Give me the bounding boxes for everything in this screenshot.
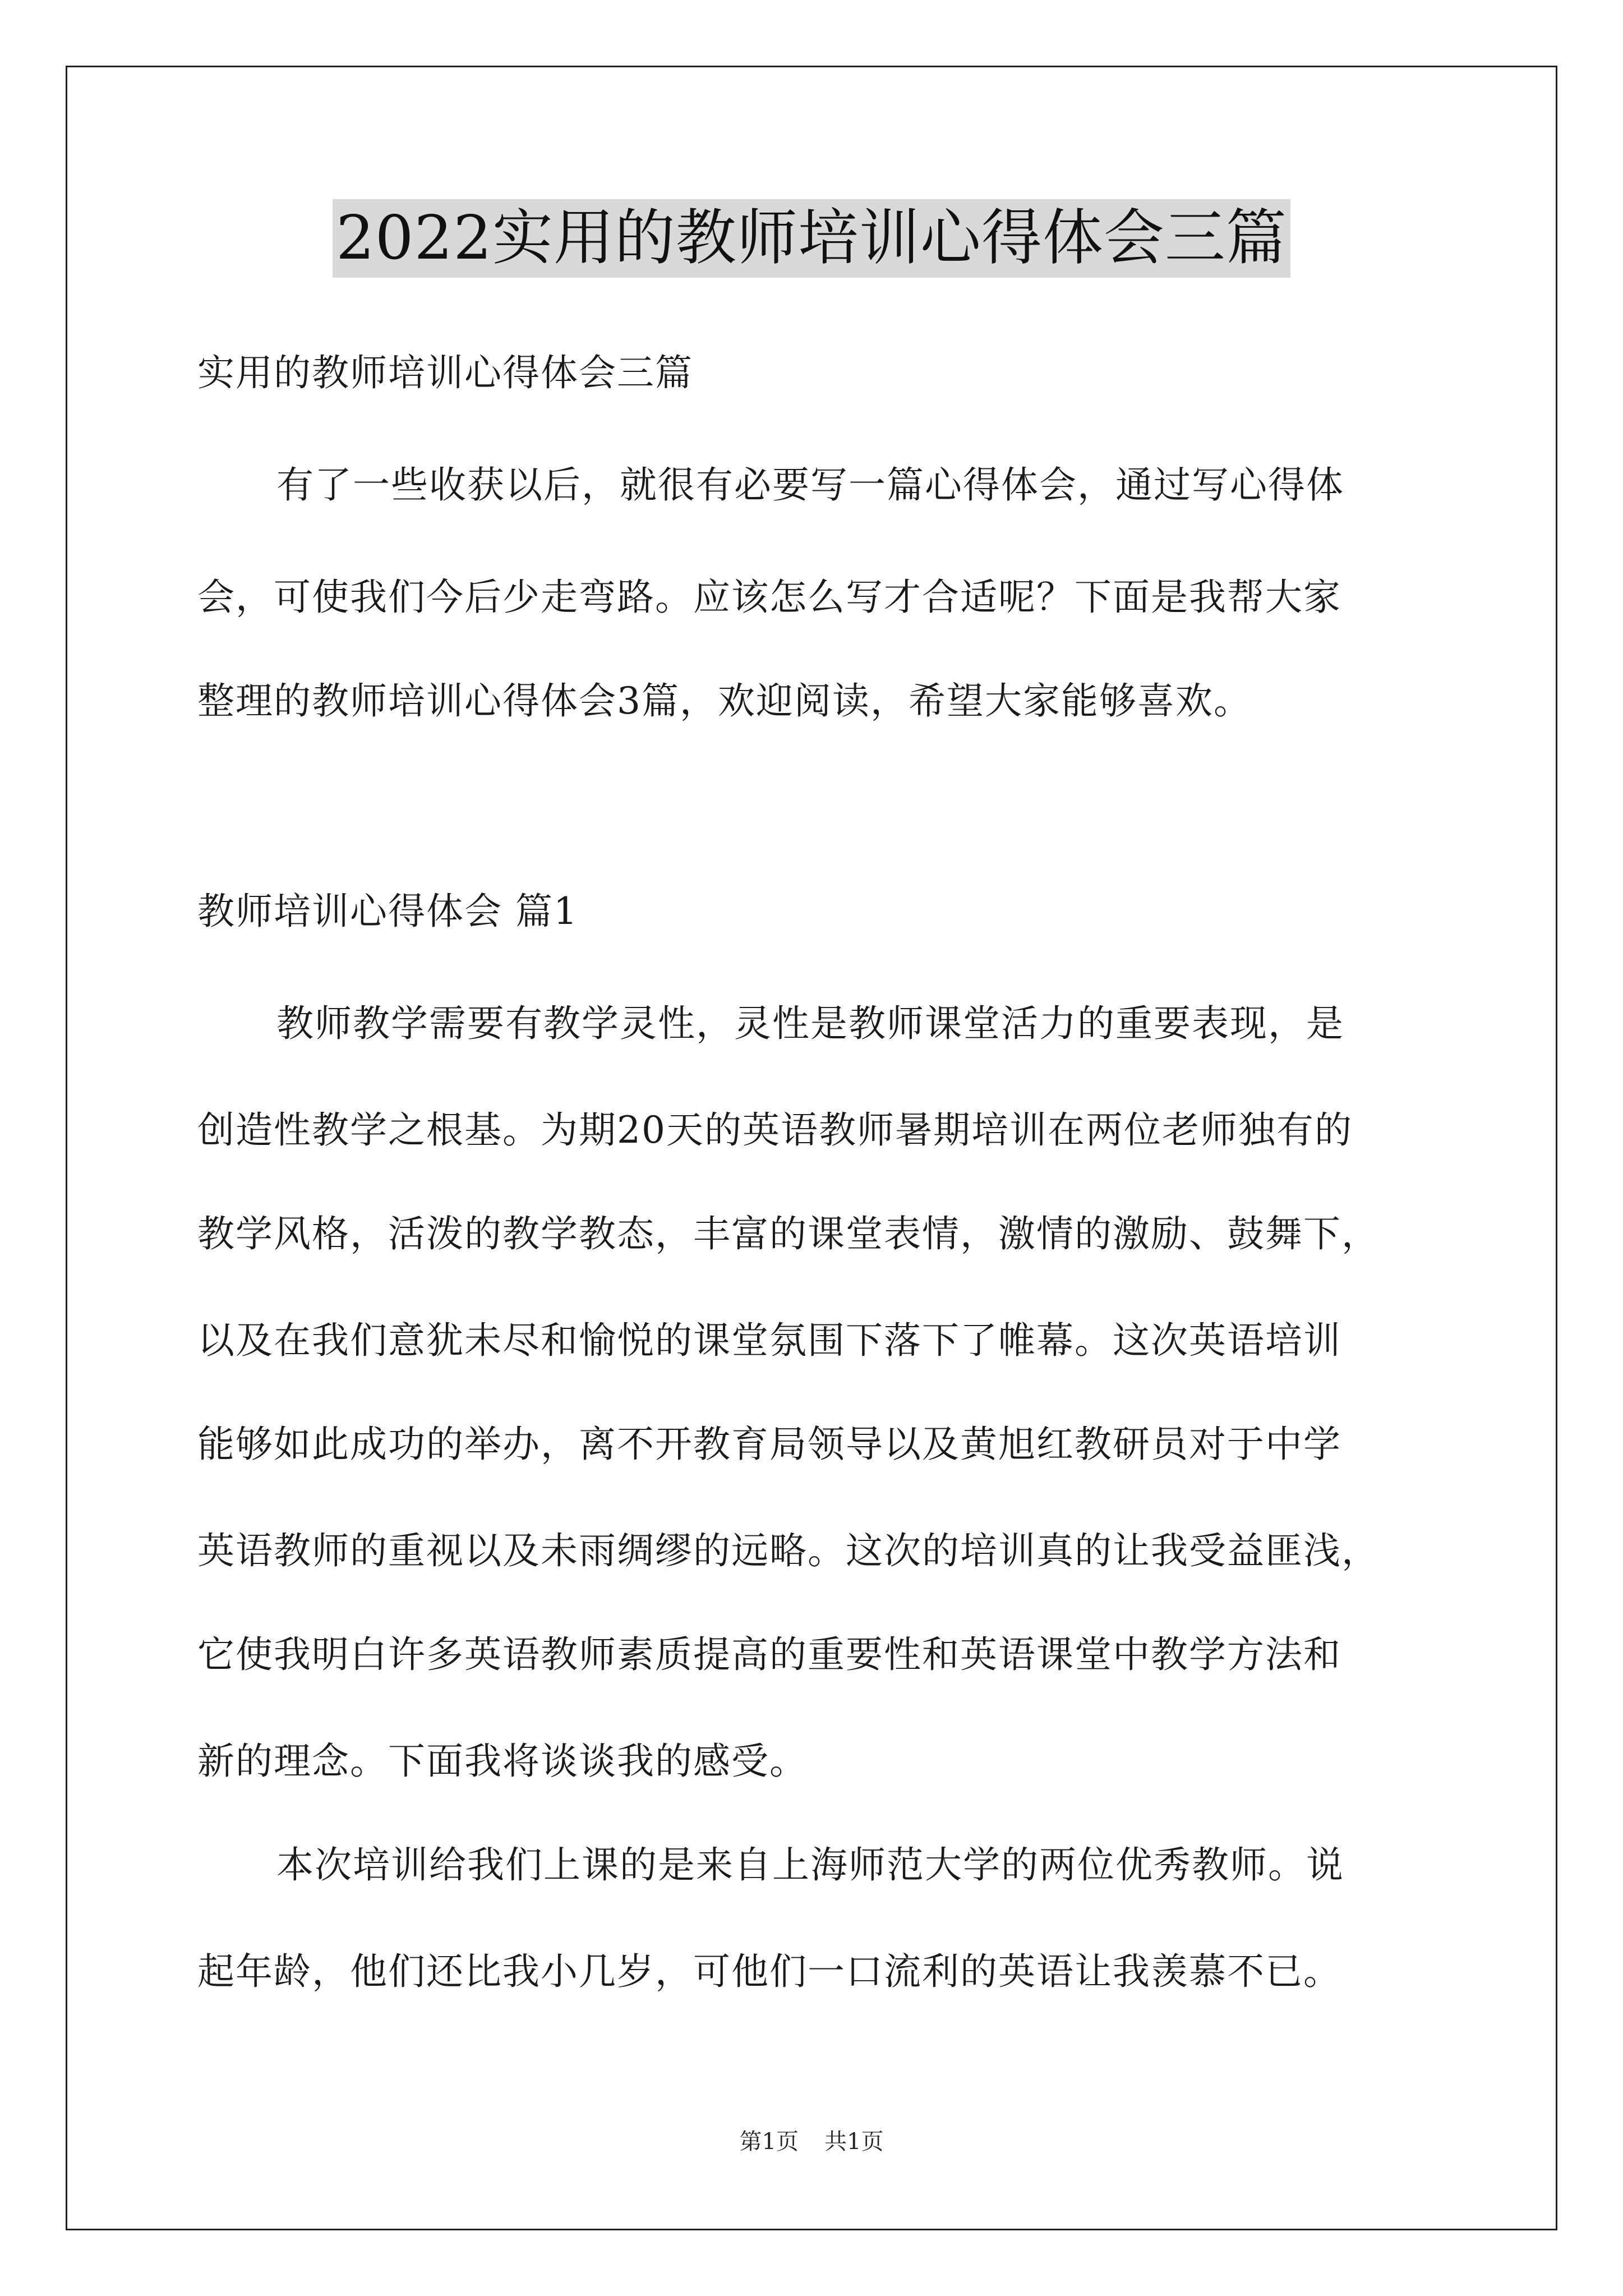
paragraph-line: 教学风格，活泼的教学教态，丰富的课堂表情，激情的激励、鼓舞下， xyxy=(197,1212,1380,1255)
title-container xyxy=(0,199,1623,278)
page-footer xyxy=(0,2126,1623,2157)
paragraph-line: 它使我明白许多英语教师素质提高的重要性和英语课堂中教学方法和 xyxy=(197,1633,1341,1676)
intro-line: 整理的教师培训心得体会3篇，欢迎阅读，希望大家能够喜欢。 xyxy=(197,679,1252,723)
section-heading: 教师培训心得体会 篇1 xyxy=(197,890,578,933)
document-title: 2022实用的教师培训心得体会三篇 xyxy=(333,199,1290,278)
paragraph-line: 以及在我们意犹未尽和愉悦的课堂氛围下落下了帷幕。这次英语培训 xyxy=(197,1319,1341,1362)
intro-line: 会，可使我们今后少走弯路。应该怎么写才合适呢？下面是我帮大家 xyxy=(197,576,1341,619)
paragraph-line: 新的理念。下面我将谈谈我的感受。 xyxy=(197,1740,808,1783)
paragraph-line: 本次培训给我们上课的是来自上海师范大学的两位优秀教师。说 xyxy=(276,1843,1344,1887)
page-number: 第1页 xyxy=(739,2129,799,2155)
paragraph-line: 英语教师的重视以及未雨绸缪的远略。这次的培训真的让我受益匪浅， xyxy=(197,1529,1380,1572)
paragraph-line: 教师教学需要有教学灵性，灵性是教师课堂活力的重要表现，是 xyxy=(276,1002,1344,1045)
document-subtitle: 实用的教师培训心得体会三篇 xyxy=(197,351,693,394)
paragraph-line: 起年龄，他们还比我小几岁，可他们一口流利的英语让我羡慕不已。 xyxy=(197,1950,1341,1993)
paragraph-line: 创造性教学之根基。为期20天的英语教师暑期培训在两位老师独有的 xyxy=(197,1108,1353,1152)
intro-line: 有了一些收获以后，就很有必要写一篇心得体会，通过写心得体 xyxy=(276,463,1344,507)
paragraph-line: 能够如此成功的举办，离不开教育局领导以及黄旭红教研员对于中学 xyxy=(197,1423,1341,1466)
page-total: 共1页 xyxy=(824,2129,884,2155)
